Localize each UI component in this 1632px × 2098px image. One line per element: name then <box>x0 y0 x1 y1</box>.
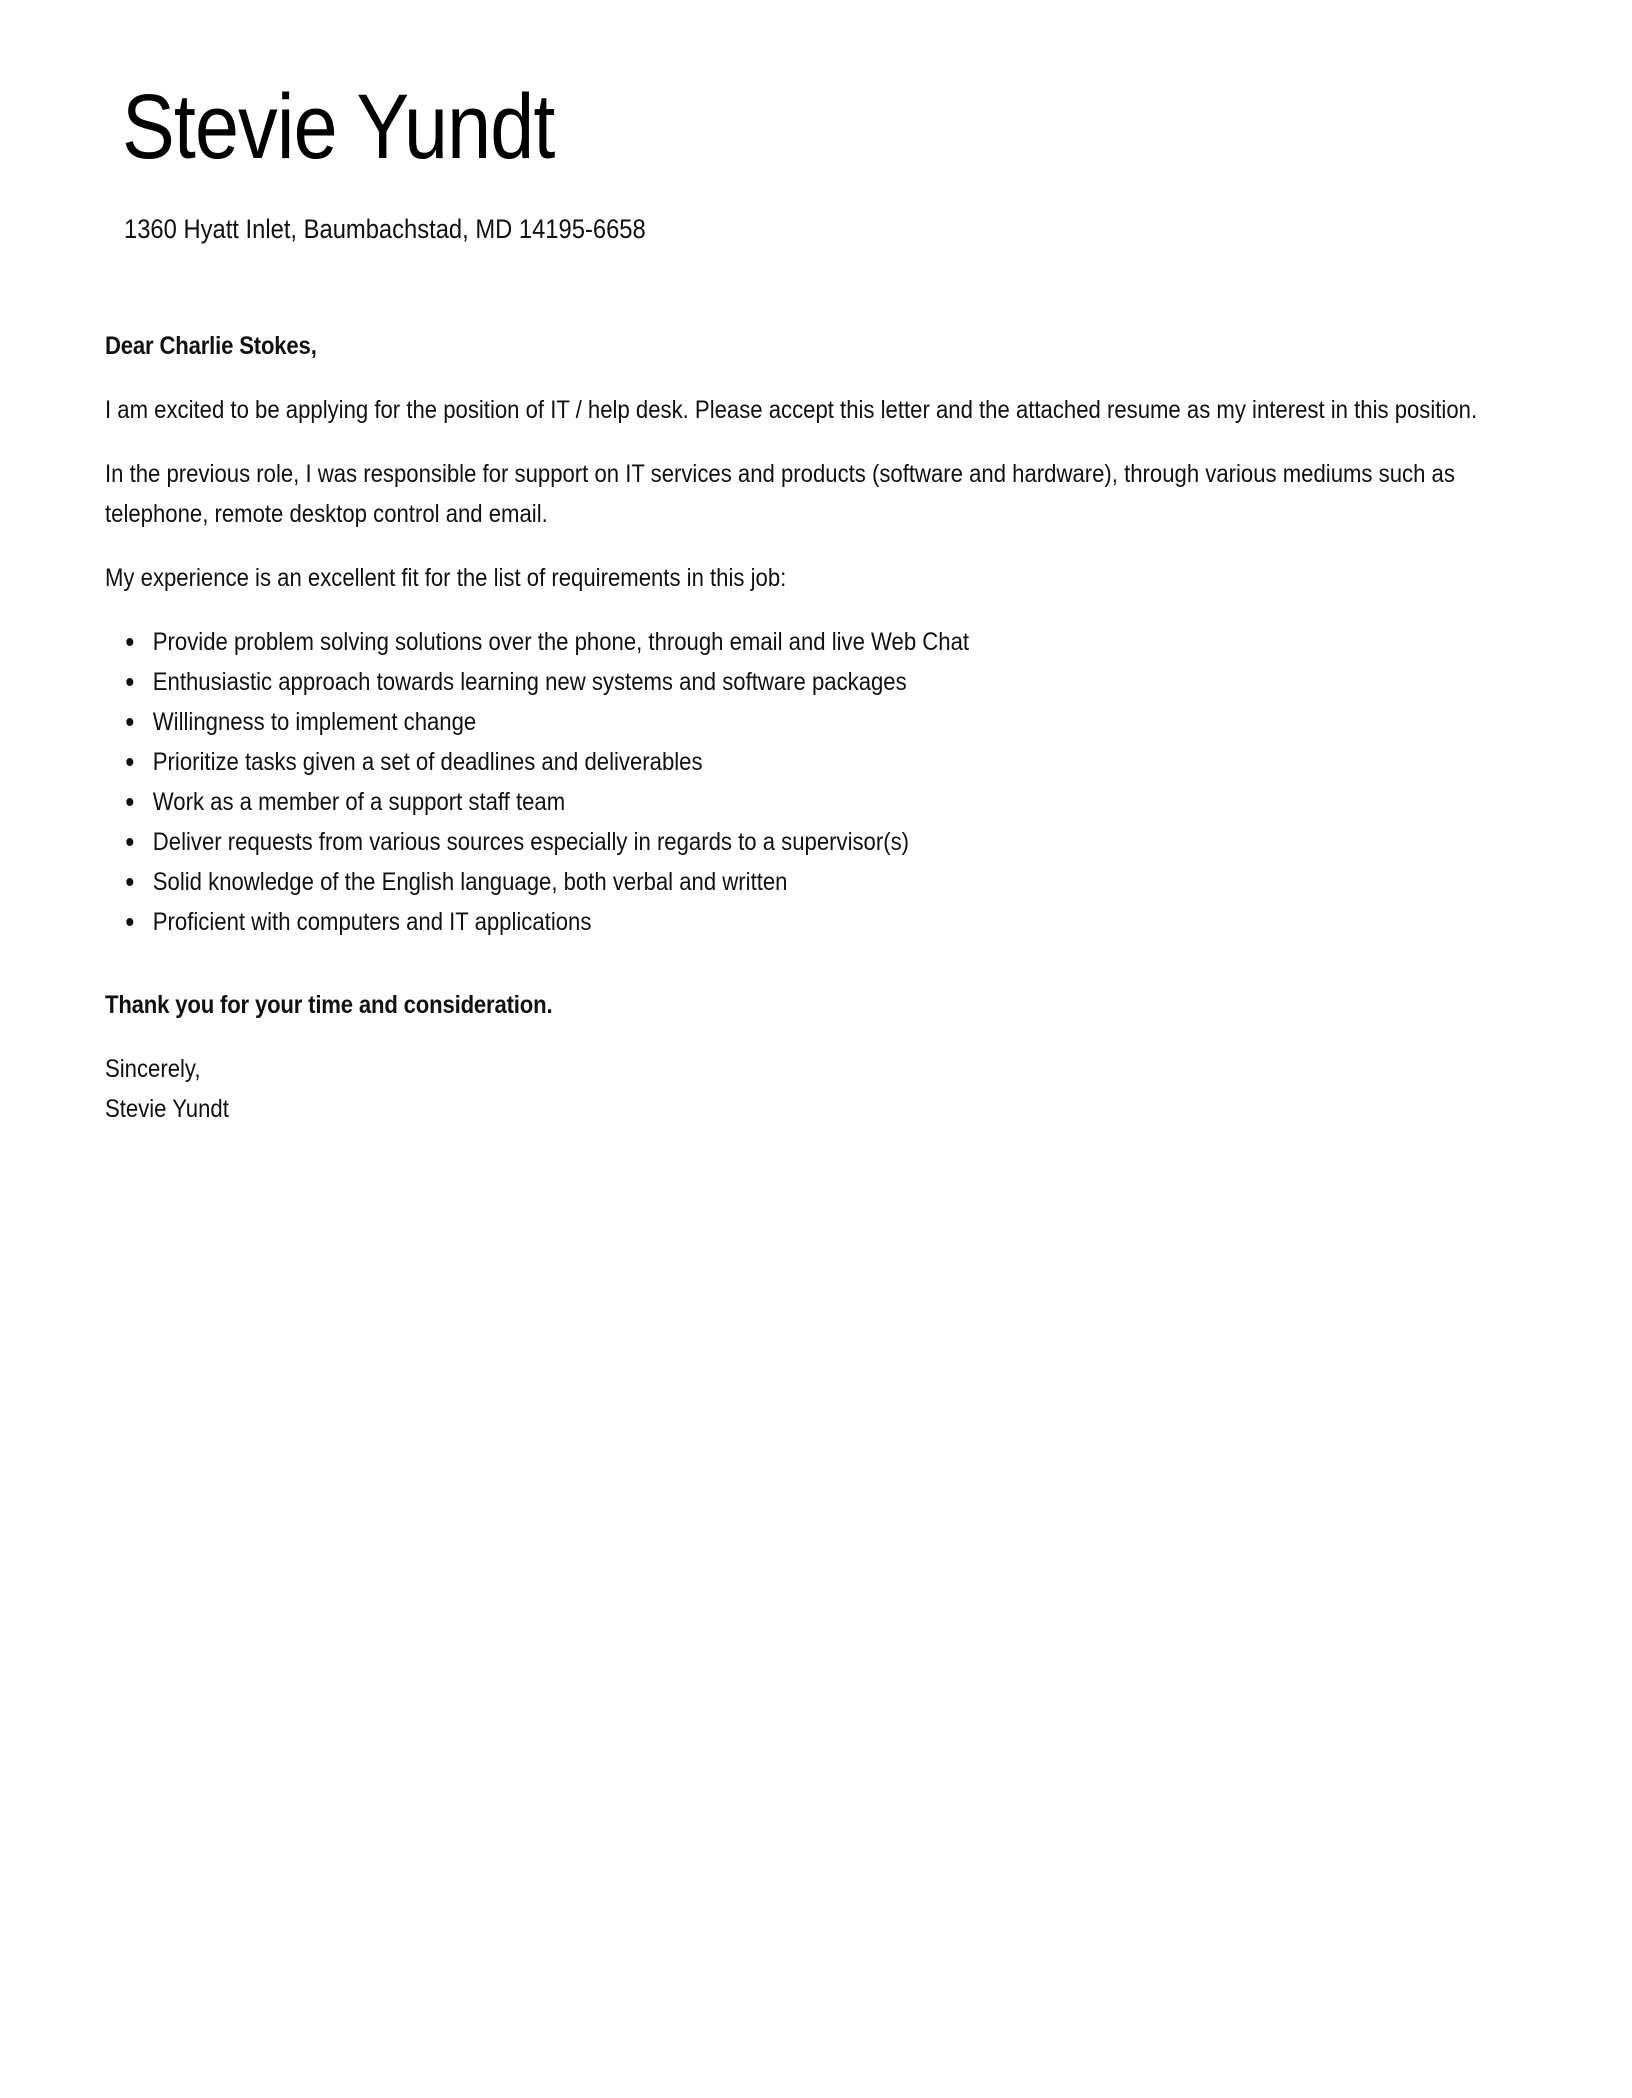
bullet-icon <box>126 718 133 726</box>
bullet-icon <box>126 838 133 846</box>
greeting: Dear Charlie Stokes, <box>105 332 317 360</box>
requirement-text: Prioritize tasks given a set of deadlines and deliverables <box>152 748 703 776</box>
requirements-list <box>105 622 1521 942</box>
bullet-icon <box>126 918 133 926</box>
bullet-icon <box>126 678 133 686</box>
list-item <box>153 662 1521 702</box>
bullet-icon <box>126 638 133 646</box>
letter-body <box>105 326 1521 1129</box>
requirement-text: Deliver requests from various sources especially in regards to a supervisor(s) <box>152 828 910 856</box>
list-item <box>153 782 1521 822</box>
list-item <box>153 742 1521 782</box>
applicant-address: 1360 Hyatt Inlet, Baumbachstad, MD 14195-6658 <box>124 214 646 244</box>
applicant-name: Stevie Yundt <box>122 76 555 178</box>
bullet-icon <box>126 878 133 886</box>
signoff-text: Sincerely, <box>105 1055 201 1083</box>
intro-paragraph: I am excited to be applying for the position of IT / help desk. Please accept this letter and the attached resume as my interest in this position. <box>105 396 1478 424</box>
bullet-icon <box>126 758 133 766</box>
list-item <box>153 702 1521 742</box>
signature-name: Stevie Yundt <box>105 1095 229 1123</box>
list-item <box>153 862 1521 902</box>
list-item <box>153 622 1521 662</box>
bullet-icon <box>126 798 133 806</box>
signoff-block <box>105 1049 1521 1129</box>
list-item <box>153 902 1521 942</box>
requirement-text: Proficient with computers and IT applications <box>152 908 592 936</box>
closing-line: Thank you for your time and consideration. <box>105 991 553 1019</box>
experience-paragraph: In the previous role, I was responsible for support on IT services and products (software and hardware), through various mediums such as telephone, remote desktop control and email. <box>105 460 1455 528</box>
list-item <box>153 822 1521 862</box>
requirement-text: Work as a member of a support staff team <box>152 788 566 816</box>
letter-header <box>122 72 1122 246</box>
requirement-text: Provide problem solving solutions over the phone, through email and live Web Chat <box>152 628 970 656</box>
requirement-text: Willingness to implement change <box>152 708 477 736</box>
requirement-text: Solid knowledge of the English language, both verbal and written <box>152 868 788 896</box>
requirements-intro: My experience is an excellent fit for the list of requirements in this job: <box>105 564 787 592</box>
requirement-text: Enthusiastic approach towards learning new systems and software packages <box>152 668 907 696</box>
